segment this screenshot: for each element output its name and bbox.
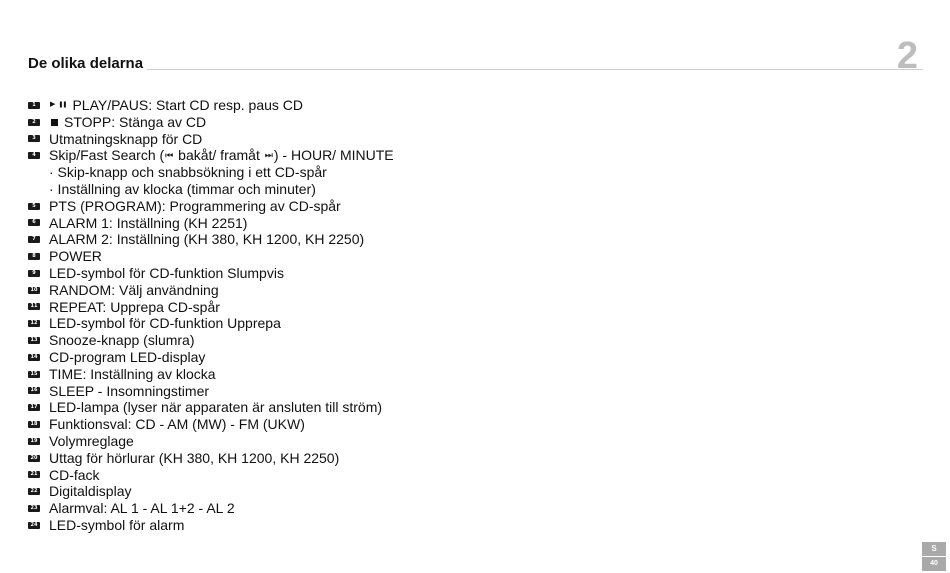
item-number-badge: 14 — [28, 354, 40, 361]
item-label: LED-symbol för CD-funktion Slumpvis — [49, 264, 284, 281]
item-label: LED-symbol för alarm — [49, 516, 185, 533]
list-item — [28, 147, 394, 164]
item-number-badge: 17 — [28, 404, 40, 411]
list-item — [28, 114, 394, 131]
item-number-badge: 5 — [28, 203, 40, 210]
subitem-label: · Skip-knapp och snabbsökning i ett CD-spår — [49, 164, 327, 181]
item-number-badge: 12 — [28, 320, 40, 327]
play-icon: ▶ — [50, 101, 56, 108]
item-number-badge: 19 — [28, 438, 40, 445]
item-label: ) - HOUR/ MINUTE — [273, 147, 394, 164]
item-label: Snooze-knapp (slumra) — [49, 332, 195, 349]
list-item — [28, 282, 394, 299]
item-number-badge: 15 — [28, 371, 40, 378]
item-number-badge: 21 — [28, 471, 40, 478]
pause-icon: ❚❚ — [58, 102, 67, 108]
item-label: LED-symbol för CD-funktion Upprepa — [49, 315, 281, 332]
language-tab: S — [922, 542, 946, 556]
header-rule — [28, 69, 923, 70]
list-item — [28, 299, 394, 316]
stop-icon — [51, 119, 58, 126]
item-label: Funktionsval: CD - AM (MW) - FM (UKW) — [49, 416, 305, 433]
item-number-badge: 22 — [28, 488, 40, 495]
item-label: Skip/Fast Search ( — [49, 147, 165, 164]
chapter-number: 2 — [896, 35, 918, 77]
subitem-label: · Inställning av klocka (timmar och minuter) — [49, 180, 316, 197]
item-number-badge: 8 — [28, 253, 40, 260]
item-number-badge: 2 — [28, 119, 40, 126]
section-header — [28, 55, 923, 73]
item-number-badge: 18 — [28, 421, 40, 428]
item-label: SLEEP - Insomningstimer — [49, 382, 210, 399]
item-label: POWER — [49, 248, 102, 265]
list-subitem — [28, 164, 394, 181]
section-title: De olika delarna — [28, 55, 147, 73]
list-item — [28, 450, 394, 467]
item-label: Volymreglage — [49, 432, 134, 449]
list-item — [28, 399, 394, 416]
list-item — [28, 467, 394, 484]
item-number-badge: 23 — [28, 505, 40, 512]
list-item — [28, 349, 394, 366]
item-number-badge: 6 — [28, 219, 40, 226]
item-label: LED-lampa (lyser när apparaten är ansluten till ström) — [49, 399, 383, 416]
skip-back-icon: ⏮ — [165, 150, 174, 161]
item-number-badge: 10 — [28, 287, 40, 294]
item-label: Utmatningsknapp för CD — [49, 130, 203, 147]
item-number-badge: 16 — [28, 387, 40, 394]
item-number-badge: 20 — [28, 455, 40, 462]
page-number: 40 — [922, 557, 946, 571]
item-label: ALARM 2: Inställning (KH 380, KH 1200, KH 2250) — [49, 231, 365, 248]
list-item — [28, 366, 394, 383]
item-number-badge: 11 — [28, 303, 40, 310]
list-item — [28, 248, 394, 265]
item-label: PLAY/PAUS: Start CD resp. paus CD — [72, 97, 304, 113]
list-item — [28, 97, 394, 114]
item-number-badge: 4 — [28, 152, 40, 159]
list-item — [28, 483, 394, 500]
item-label: Digitaldisplay — [49, 483, 132, 500]
item-number-badge: 9 — [28, 270, 40, 277]
item-number-badge: 1 — [28, 102, 40, 109]
parts-list — [28, 97, 394, 534]
list-item — [28, 215, 394, 232]
list-item — [28, 265, 394, 282]
list-item — [28, 198, 394, 215]
item-label: Alarmval: AL 1 - AL 1+2 - AL 2 — [49, 500, 235, 517]
item-number-badge: 7 — [28, 236, 40, 243]
item-label: Uttag för hörlurar (KH 380, KH 1200, KH 2250) — [49, 449, 340, 466]
list-item — [28, 416, 394, 433]
list-subitem — [28, 181, 394, 198]
item-label: bakåt/ framåt — [174, 147, 264, 164]
item-number-badge: 3 — [28, 135, 40, 142]
item-label: CD-program LED-display — [49, 348, 206, 365]
list-item — [28, 383, 394, 400]
item-number-badge: 13 — [28, 337, 40, 344]
list-item — [28, 332, 394, 349]
list-item — [28, 231, 394, 248]
list-item — [28, 500, 394, 517]
list-item — [28, 131, 394, 148]
item-label: ALARM 1: Inställning (KH 2251) — [49, 214, 248, 231]
item-label: RANDOM: Välj användning — [49, 281, 219, 298]
item-label: STOPP: Stänga av CD — [64, 113, 207, 130]
skip-forward-icon: ⏭ — [264, 150, 273, 161]
item-label: TIME: Inställning av klocka — [49, 365, 216, 382]
item-label: REPEAT: Upprepa CD-spår — [49, 298, 220, 315]
list-item — [28, 433, 394, 450]
item-label: CD-fack — [49, 466, 100, 483]
list-item — [28, 517, 394, 534]
item-label: PTS (PROGRAM): Programmering av CD-spår — [49, 197, 341, 214]
item-number-badge: 24 — [28, 522, 40, 529]
list-item — [28, 315, 394, 332]
